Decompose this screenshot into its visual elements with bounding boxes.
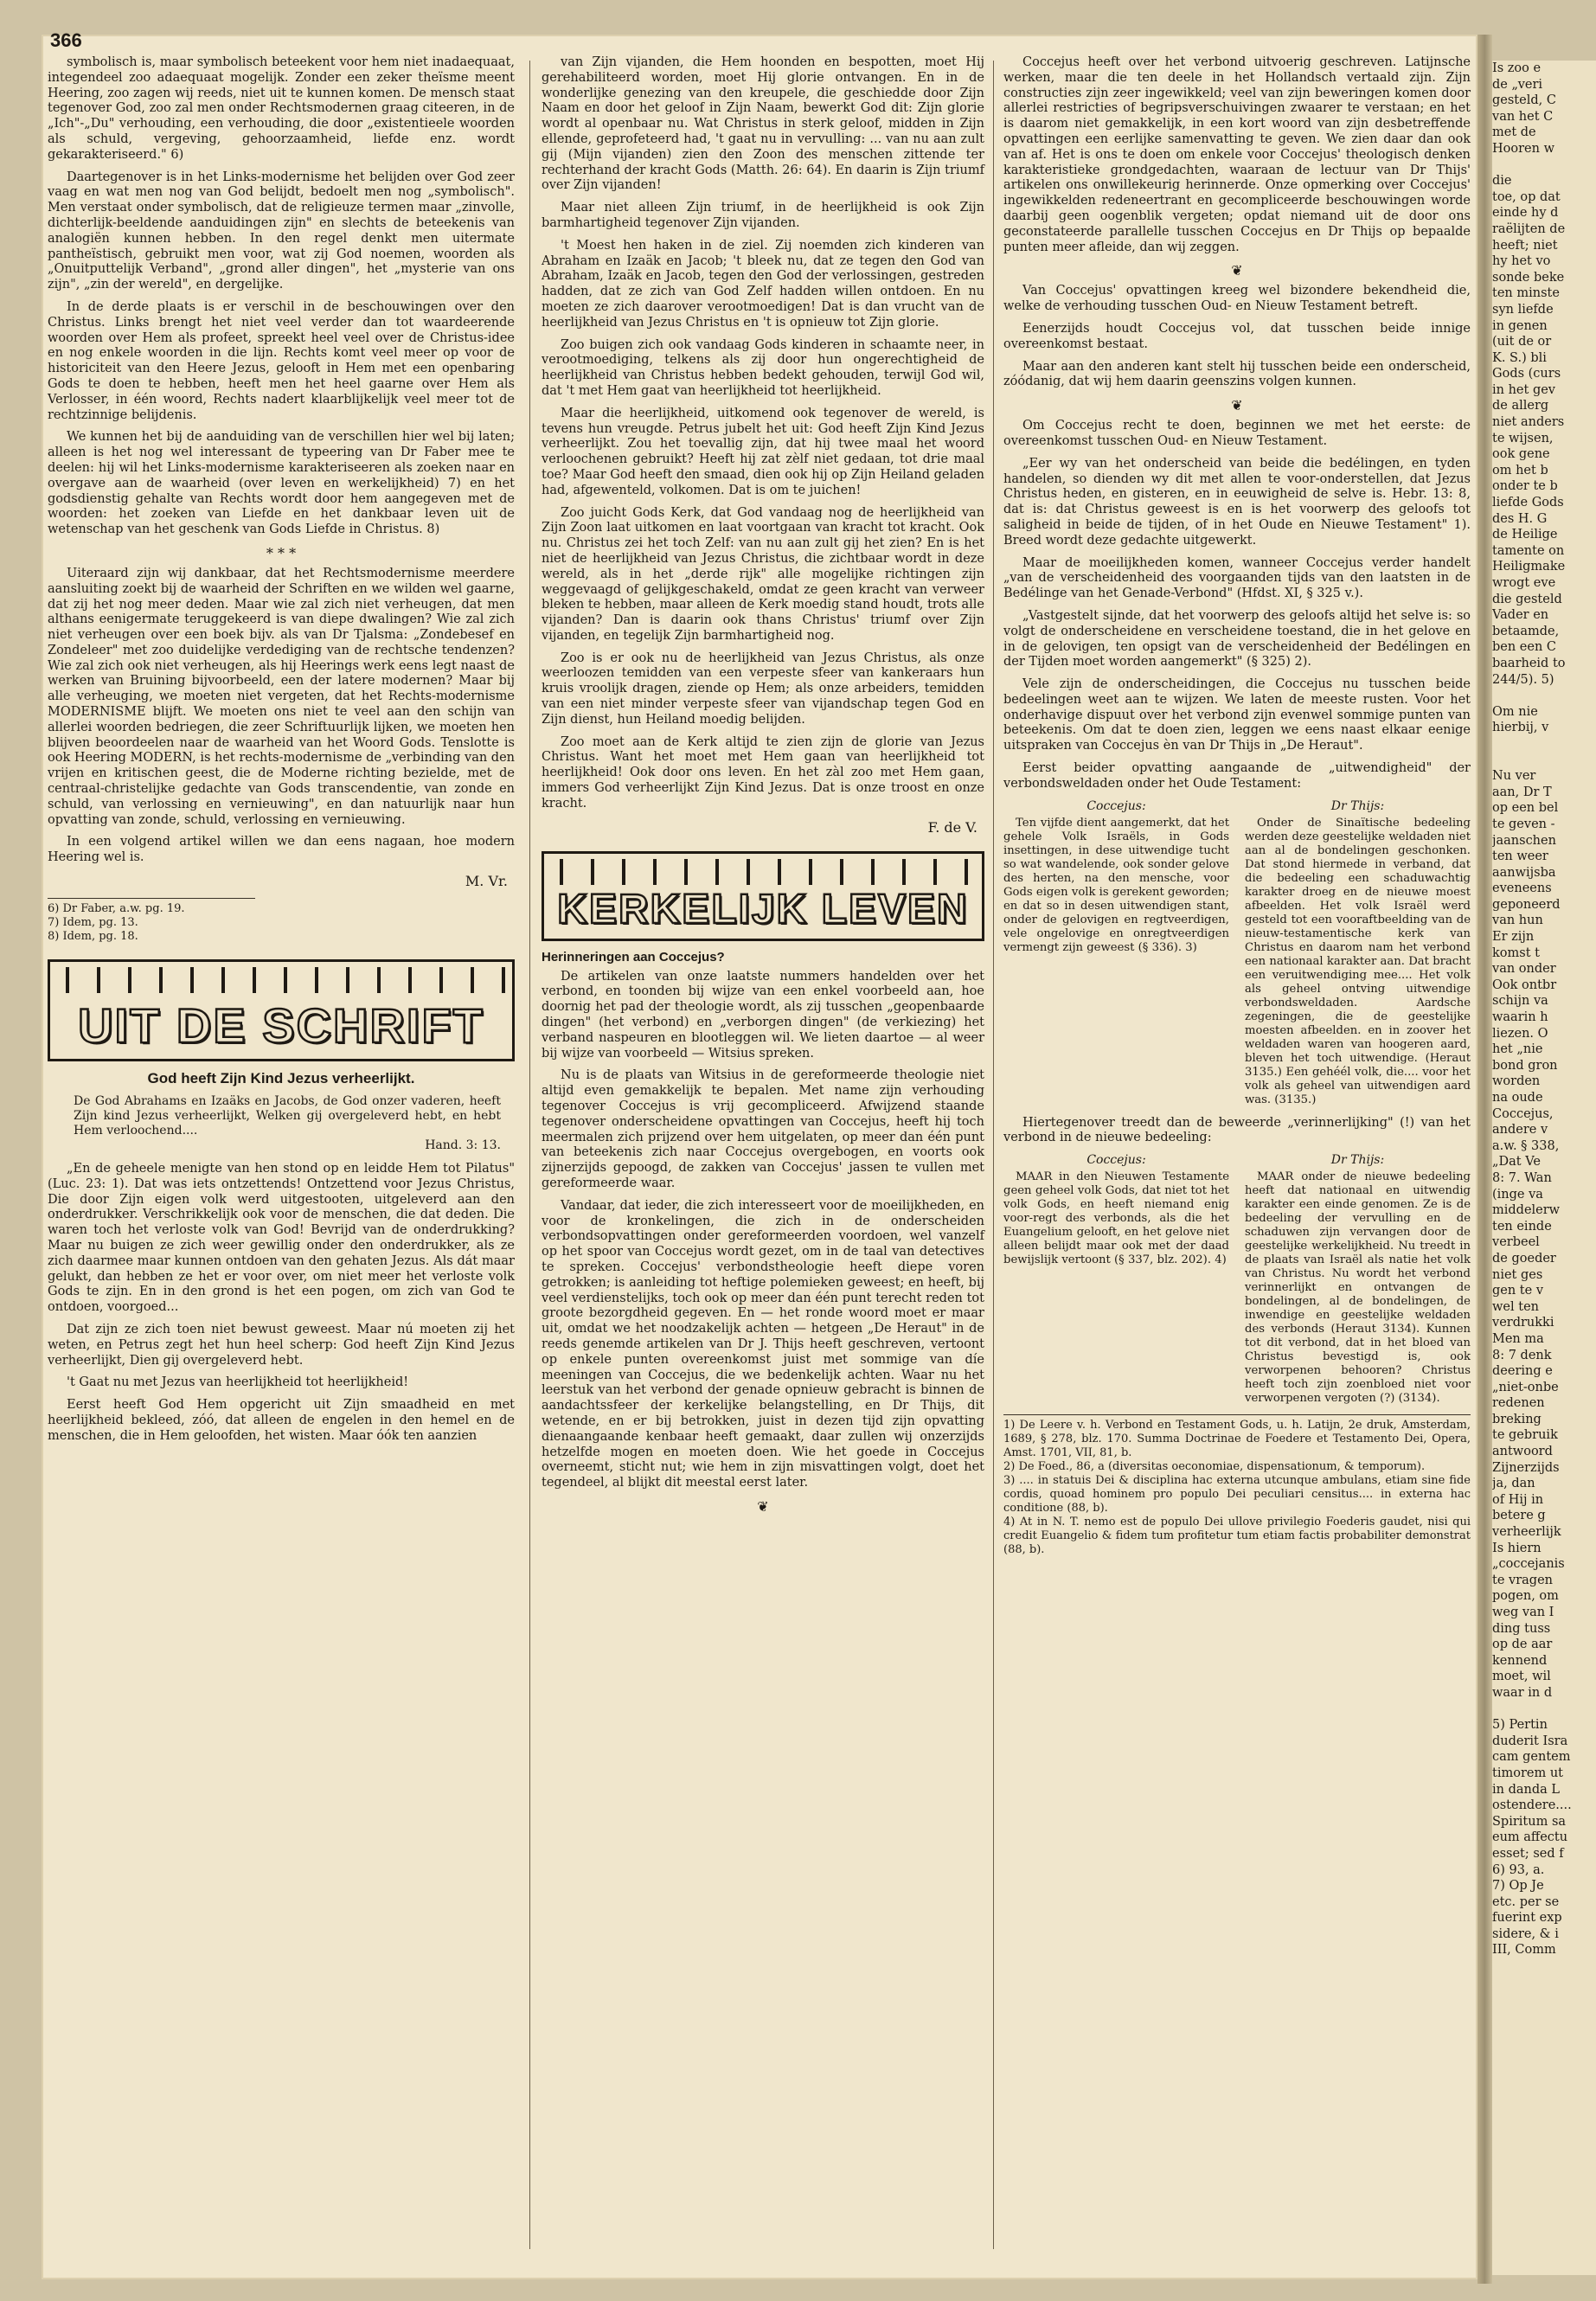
ornament: ❦ [1231, 262, 1243, 279]
facing-page-line: timorem ut [1492, 1766, 1563, 1780]
paragraph: „En de geheele menigte van hen stond op en leidde Hem tot Pilatus" (Luc. 23: 1). Dat was iets ontzettends! Ontzettend voor Jezus Christus, Die door Zijn eigen volk werd uitgestooten, uitgeleverd aan den onderdrukker. Verschrikkelijk ook voor de menschen, die dat deden. Die waren toch het verloste volk van God! Bevrijd van de onderdrukking? Maar nu buigen ze zich weer gewillig onder den onderdrukker, als ze zich daarmee maar kunnen ontdoen van den gehaten Jezus. Als dát maar gelukt, dan hebben ze het er voor over, om niet meer het verloste volk Gods te zijn. En in den grond is het een pogen, om zich van God te ontdoen, voorgoed... [48, 1162, 515, 1315]
facing-page-line: waarin h [1492, 1010, 1548, 1025]
facing-page-line: ten weer [1492, 849, 1548, 864]
facing-page-line: breking [1492, 1412, 1542, 1426]
facing-page-line: geponeerd [1492, 897, 1561, 912]
facing-page-line: ten einde [1492, 1219, 1552, 1234]
facing-page-line: des H. G [1492, 511, 1548, 526]
comparison-text: Onder de Sinaïtische bedeeling werden deze geestelijke weldaden niet aan al de bondelingen geschonken. Dat stond hiermede in verband, dat die bedeeling een schaduwachtig karakter droeg en de nieuwe moest afbeelden. Het volk Israël werd gesteld tot een vooraftbeelding van de nieuw-testamentische kerk van Christus en daarom nam het verbond een nationaal karakter aan. Dat bracht een veruitwendiging mee.... Het volk als geheel ontving uitwendige verbondsweldaden. Aardsche zegeningen, die de geestelijke moesten afbeelden. en in zoover het weldaden waren van hoogeren aard, bleven het toch uitwendige. (Heraut 3135.) Een gehéél volk, die.... voor het volk als geheel van uitwendigen aard was. (3135.) [1245, 816, 1471, 1106]
facing-page-line [1492, 736, 1596, 753]
facing-page-line: eum affectu [1492, 1830, 1568, 1845]
paragraph: Zoo juicht Gods Kerk, dat God vandaag nog de heerlijkheid van Zijn Zoon laat uitkomen en laat voortgaan van kracht tot kracht. Ook nu. Christus zei het toch Zelf: van nu aan zult gij het zien? En is het niet de heerlijkheid van Jezus Christus, die zichtbaar wordt in deze wereld, als in het „derde rijk" alle mogelijke richtingen zijn weggevaagd of gelijkgeschakeld, omdat ze geen kracht van verweer bleken te hebben, maar alleen de Kerk moedig stand houdt, trots alle vijanden? Dan is daarin ook thans Christus' triumf over Zijn vijanden, en tegelijk Zijn barmhartigheid nog. [542, 505, 984, 643]
paragraph: We kunnen het bij de aanduiding van de verschillen hier wel bij laten; alleen is het nog wel interessant de typeering van Dr Faber mee te deelen: hij wil het Links-modernisme karakteriseeren als zoeken naar en overgave aan de waarheid (over leven en werkelijkheid) 7) en het godsdienstig gehalte van Rechts wordt door hem aangegeven met de woorden: het zoeken van Liefde en het dankbaar leven uit de wetenschap van het geschenk van Gods Liefde in Christus. 8) [48, 430, 515, 537]
paragraph: Eerst beider opvatting aangaande de „uitwendigheid" der verbondsweldaden onder het Oude Testament: [1003, 761, 1471, 791]
comparison-right [1245, 799, 1471, 1107]
comparison-table-1 [1003, 799, 1471, 1107]
article-heading: God heeft Zijn Kind Jezus verheerlijkt. [147, 1070, 415, 1087]
facing-page-line: baarheid to [1492, 656, 1566, 670]
facing-page-line: pogen, om [1492, 1589, 1559, 1604]
page-fold [1477, 35, 1492, 2284]
facing-page-line: hierbij, v [1492, 721, 1549, 735]
facing-page-line: sidere, & i [1492, 1926, 1559, 1941]
facing-page-line: de „veri [1492, 77, 1543, 92]
facing-page-line: ding tuss [1492, 1621, 1551, 1636]
facing-page-line: Gods (curs [1492, 367, 1561, 381]
paragraph: Dat zijn ze zich toen niet bewust geweest. Maar nú moeten zij het weten, en Petrus zegt het hun heel scherp: God heeft Zijn Kind Jezus verheerlijkt, Dien gij overgeleverd hebt. [48, 1323, 515, 1368]
facing-page-line: de allerg [1492, 399, 1549, 413]
comparison-heading: Dr Thijs: [1330, 798, 1385, 813]
comparison-text: MAAR in den Nieuwen Testamente geen geheel volk Gods, dat niet tot het volk Gods, en heeft niemand enig voor-regt des verbonds, als die het Euangelium gelooft, en het gelove niet alleen belijdt maar ook met der daad bewijslijk vertoont (§ 337, blz. 202). 4) [1003, 1170, 1229, 1267]
facing-page-line: toe, op dat [1492, 189, 1561, 204]
facing-page-line: Coccejus, [1492, 1106, 1554, 1121]
footnote: 8) Idem, pg. 18. [48, 930, 138, 944]
facing-page-line: Ook ontbr [1492, 977, 1557, 992]
facing-page-line: 8: 7. Wan [1492, 1170, 1552, 1185]
facing-page-line: die [1492, 174, 1512, 189]
banner-title: UIT DE SCHRIFT [78, 998, 484, 1054]
footnotes [1003, 1414, 1471, 1557]
facing-page-line: sonde beke [1492, 270, 1565, 285]
footnote: 3) .... in statuis Dei & disciplina hac externa utcunque ambulans, etiam sine fide cordis, quoad hominem pro populo Dei peculiari censitus.... in externa hac conditione (88, b). [1003, 1474, 1471, 1516]
facing-page-line: heeft; niet [1492, 238, 1558, 253]
column-rule [993, 61, 994, 2249]
facing-page-edge [1492, 61, 1596, 2275]
paragraph: Zoo buigen zich ook vandaag Gods kinderen in schaamte neer, in verootmoediging, telkens als zij door hun ongerechtigheid de heerlijkheid van Christus hebben bedekt gehouden, terwijl God wil, dat 't met Hem gaat van heerlijkheid tot heerlijkheid. [542, 337, 984, 398]
paragraph: In een volgend artikel willen we dan eens nagaan, hoe modern Heering wel is. [48, 835, 515, 865]
end-ornament: ❦ [757, 1497, 769, 1515]
facing-page-line: verdrukki [1492, 1316, 1554, 1330]
facing-page-line: gesteld, C [1492, 93, 1556, 108]
facing-page-line: op een bel [1492, 801, 1559, 816]
facing-page-line: Hooren w [1492, 141, 1554, 156]
column-rule [529, 61, 530, 2249]
facing-page-line: niet ges [1492, 1267, 1543, 1282]
facing-page-line: 8: 7 denk [1492, 1348, 1552, 1362]
facing-page-line: onder te b [1492, 479, 1558, 494]
facing-page-line: de Heilige [1492, 528, 1558, 542]
paragraph: In de derde plaats is er verschil in de beschouwingen over den Christus. Links brengt het niet veel verder dan tot waardeerende woorden over Hem als profeet, spreekt heel veel over de Christus-idee en nog enkele woorden in die lijn. Rechts komt veel meer op voor de historiciteit van den Heere Jezus, gelooft in Hem met een openbaring Gods te doen te hebben, heeft men het heel gaarne over Hem als Verlosser, in één woord, Rechts nadert klaarblijkelijk veel meer tot de rechtzinnige belijdenis. [48, 299, 515, 422]
facing-page-line: raëlijten de [1492, 221, 1566, 236]
paragraph: Om Coccejus recht te doen, beginnen we met het eerste: de overeenkomst tusschen Oud- en Nieuw Testament. [1003, 419, 1471, 448]
facing-page-line: Is hiern [1492, 1541, 1542, 1555]
column-2 [542, 55, 984, 1520]
facing-page-line: Zijnerzijds [1492, 1460, 1560, 1475]
facing-page-line: bond gron [1492, 1058, 1558, 1073]
facing-page-line: Er zijn [1492, 930, 1535, 945]
facing-page-line: eveneens [1492, 881, 1552, 896]
facing-page-line [1492, 157, 1596, 174]
facing-page-line: 5) Pertin [1492, 1718, 1548, 1733]
author-signature: M. Vr. [465, 873, 508, 890]
facing-page-line: te gebruik [1492, 1428, 1558, 1443]
facing-page-line: 6) 93, a. [1492, 1862, 1545, 1877]
facing-page-line: (uit de or [1492, 335, 1552, 349]
facing-page-line: betere g [1492, 1509, 1546, 1523]
facing-page-line: ten minste [1492, 286, 1560, 301]
facing-page-line: redenen [1492, 1396, 1545, 1411]
facing-page-line: kennend [1492, 1653, 1548, 1668]
facing-page-line: middelerw [1492, 1203, 1561, 1218]
facing-page-line: hy het vo [1492, 254, 1551, 269]
paragraph: Vandaar, dat ieder, die zich interesseert voor de moeilijkheden, en voor de kronkelingen, die zich in de onderscheiden verbondsopvattingen onder gereformeerden voordoen, wel vanzelf op het spoor van Coccejus wordt gezet, om in de taal van detectives te spreken. Coccejus' verbondstheologie heeft diepe voren getrokken; is aanleiding tot heftige polemieken geweest; en heeft, bij veel verdienstelijks, toch ook op meer dan één punt terecht reden tot groote bezorgdheid gegeven. En — het ronde woord moet er maar uit, omdat we het noodzakelijk achten — hetgeen „De Heraut" in de reeds genemde artikelen van Dr J. Thijs heeft geschreven, vertoont op enkele punten overeenkomst juist met sommige van díe meeningen van Coccejus, die we bedenkelijk achten. Waar nu het leerstuk van het verbond der genade opnieuw gebracht is binnen de aandachtssfeer der kerkelijke belangstelling, en Dr Thijs, dit wetende, en er bij betrokken, juist in dezen tijd zijn opvatting dienaangaande kenbaar heeft gemaakt, daar zullen wij onzerzijds hetzelfde mogen en moeten doen. Wie het goede in Coccejus overneemt, sticht nut; wie hem in zijn misvattingen volgt, doet het tegendeel, al blijkt dit meestal eerst later. [542, 1198, 984, 1490]
facing-page-line: komst t [1492, 945, 1540, 960]
footnotes [48, 898, 255, 944]
banner-title: KERKELIJK LEVEN [557, 886, 969, 933]
facing-page-line: 7) Op Je [1492, 1879, 1544, 1894]
comparison-heading: Dr Thijs: [1330, 1153, 1385, 1168]
facing-page-line: op de aar [1492, 1638, 1553, 1652]
facing-page-line: duderit Isra [1492, 1734, 1568, 1748]
comparison-table-2 [1003, 1153, 1471, 1406]
paragraph: De artikelen van onze laatste nummers handelden over het verbond, en toonden bij wijze van een enkel voorbeeld aan, hoe doornig het pad der theologie wordt, als zij tusschen „geopenbaarde dingen" (het verbond) en „verborgen dingen" (de verkiezing) het verband naspeuren en blootleggen wil. We lieten daartoe — al weer bij wijze van voorbeeld — Witsius spreken. [542, 969, 984, 1061]
facing-page-line: te geven - [1492, 817, 1555, 831]
facing-page-line: worden [1492, 1074, 1541, 1089]
comparison-left [1003, 1153, 1229, 1406]
paragraph: Eenerzijds houdt Coccejus vol, dat tusschen beide innige overeenkomst bestaat. [1003, 321, 1471, 351]
scripture-quote [74, 1094, 501, 1153]
facing-page-line: „Dat Ve [1492, 1155, 1541, 1170]
facing-page-line: Vader en [1492, 608, 1549, 623]
paragraph: Van Coccejus' opvattingen kreeg wel bizondere bekendheid die, welke de verhouding tusschen Oud- en Nieuw Testament betreft. [1003, 284, 1471, 314]
ornament: ❦ [1231, 397, 1243, 414]
comparison-left [1003, 799, 1229, 1107]
facing-page-line: aan, Dr T [1492, 785, 1552, 799]
facing-page-line: deering e [1492, 1364, 1553, 1379]
facing-page-line: het „nie [1492, 1042, 1543, 1057]
facing-page-line: 244/5). 5) [1492, 672, 1554, 687]
star-separator: * * * [266, 544, 297, 561]
facing-page-line: na oude [1492, 1091, 1543, 1105]
facing-page-line: die gesteld [1492, 592, 1562, 606]
quote-reference: Hand. 3: 13. [425, 1138, 501, 1153]
paragraph: Vele zijn de onderscheidingen, die Coccejus nu tusschen beide bedeelingen weet aan te wijzen. We laten de meeste rusten. Voor het onderhavige dispuut over het verbond zijn evenwel sommige punten van beteekenis. Om dat te doen zien, leggen we eens naast elkaar eenige uitspraken van Coccejus èn van Dr Thijs in „De Heraut". [1003, 677, 1471, 753]
facing-page-line: met de [1492, 125, 1536, 140]
facing-page-line: niet anders [1492, 415, 1565, 430]
paragraph: Maar die heerlijkheid, uitkomend ook tegenover de wereld, is tevens hun vreugde. Petrus jubelt het uit: God heeft Zijn Kind Jezus verheerlijkt. Zou het toevallig zijn, dat hij twee maal het woord verloochenen gebruikt? Heeft hij zat zèlf niet gedaan, tot drie maal toe? Maar God heeft den smaad, dien ook hij op Zijn Heiland geladen had, afgewenteld, volkomen. Dat is om te juichen! [542, 406, 984, 497]
facing-page-line: wrogt eve [1492, 576, 1556, 590]
facing-page-line: van onder [1492, 962, 1556, 977]
facing-page-line: verbeel [1492, 1235, 1540, 1250]
paragraph: Nu is de plaats van Witsius in de gereformeerde theologie niet altijd even gemakkelijk te bepalen. Met name zijn verhouding tegenover Coccejus is vrij gecompliceerd. Afwijzend staande tegenover onderscheidene opvattingen van Coccejus, heeft hij toch meermalen zich prijzend over hem uitgelaten, op meer dan één punt van beteekenis zich naar Coccejus overgebogen, en voorts ook zijnerzijds gepoogd, de zakken van Coccejus' jassen te vullen met gereformeerde waar. [542, 1068, 984, 1191]
facing-page-line: ja, dan [1492, 1477, 1535, 1491]
footnote: 6) Dr Faber, a.w. pg. 19. [48, 902, 185, 916]
section-banner-kerkelijk-leven [542, 851, 984, 941]
facing-page-line: wel ten [1492, 1299, 1539, 1314]
footnote: 2) De Foed., 86, a (diversitas oeconomiae, dispensationum, & temporum). [1003, 1460, 1426, 1474]
facing-page-line: weg van I [1492, 1606, 1554, 1619]
author-signature: F. de V. [927, 818, 977, 836]
paragraph: Maar aan den anderen kant stelt hij tusschen beide een onderscheid, zóódanig, dat wij hem daarin geenszins volgen kunnen. [1003, 359, 1471, 389]
facing-page-line: einde hy d [1492, 206, 1559, 221]
facing-page-line: de goeder [1492, 1251, 1556, 1266]
facing-page-line: Om nie [1492, 704, 1538, 719]
article-heading: Herinneringen aan Coccejus? [542, 949, 725, 965]
paragraph: Uiteraard zijn wij dankbaar, dat het Rechtsmodernisme meerdere aansluiting zoekt bij de waarheid der Schriften en we wilden wel gaarne, dat zij het nog meer deden. Maar wie zal zich niet verheugen, dat men althans eenigermate teruggekeerd is van diepe dwalingen? Wie zal zich niet verheugen over een boek bijv. als van Dr Tjalsma: „Zondebesef en Zondeleer" met zoo duidelijke verdediging van de rechtsche tendenzen? Wie zal zich ook niet verheugen, als hij Heerings werk eens legt naast de werken van Bruining bijvoorbeeld, een der latere modernen? Maar bij alle verheuging, we moeten niet vergeten, dat het Rechts-modernisme MODERNISME blijft. We moeten ons niet te veel aan den schijn van allerlei woorden bedriegen, die zeer Schriftuurlijk lijken, we moeten hen blijven beoordeelen naar de waarheid van het Woord Gods. Tenslotte is ook Heering MODERN, is het rechts-modernisme de „verbinding van den vrijen en kritischen geest, die de Moderne richting bezielde, met de centraal-christelijke gedachte van Gods transcendentie, van zonde en schuld, van verlossing en vernieuwing", en dan natuurlijk naar hun opvatting van zonde, schuld, verlossing en vernieuwing. [48, 566, 515, 827]
paragraph: Maar niet alleen Zijn triumf, in de heerlijkheid is ook Zijn barmhartigheid tegenover Zijn vijanden. [542, 201, 984, 230]
comparison-heading: Coccejus: [1086, 1153, 1146, 1168]
footnote: 1) De Leere v. h. Verbond en Testament Gods, u. h. Latijn, 2e druk, Amsterdam, 1689, § 278, blz. 170. Summa Doctrinae de Foedere et Testamento Dei, Opera, Amst. 1701, VII, 81, b. [1003, 1419, 1471, 1460]
facing-page-line: in het gev [1492, 382, 1555, 397]
paragraph: „Vastgestelt sijnde, dat het voorwerp des geloofs altijd het selve is: so volgt de onderscheidene en verscheidene toestand, die in het gelove en in de gelovigen, ten opsigt van de verscheidenheid der Bedélingen en der Tijden moet worden aangemerkt" (§ 325) 2). [1003, 608, 1471, 670]
facing-page-line: ostendere.... [1492, 1798, 1572, 1813]
facing-page-line: moet, wil [1492, 1670, 1551, 1684]
facing-page-line: ook gene [1492, 447, 1550, 462]
facing-page-line: tamente on [1492, 543, 1565, 558]
paragraph: Daartegenover is in het Links-modernisme het belijden over God zeer vaag en wat men nog van God belijdt, bedoelt men nog „symbolisch". Men verstaat onder symbolisch, dat de religieuze termen maar „zinvolle, dichterlijk-beeldende aanduidingen zijn" en slechts de beteekenis van analogiën kunnen hebben. In den regel denkt men uitermate pantheïstisch, gebruikt men voor, wat zij God noemen, woorden als „Onuitputtelijk Verband", „grond aller dingen", het „mysterie van ons zijn", „zin der wereld", en dergelijke. [48, 170, 515, 292]
facing-page-line: verheerlijk [1492, 1525, 1561, 1540]
facing-page-line: Is zoo e [1492, 61, 1542, 75]
facing-page-line: III, Comm [1492, 1943, 1556, 1958]
facing-page-line: Heiligmake [1492, 560, 1566, 574]
paragraph: Coccejus heeft over het verbond uitvoerig geschreven. Latijnsche werken, maar die ten deele in het Hollandsch vertaald zijn. Zijn constructies zijn zeer ingewikkeld; veel van zijn beweringen komen door allerlei restricties of begripsverschuivingen zwaarer te verstaan; en het is daarom niet gemakkelijk, in een kort woord van zijn desbetreffende opvattingen een eerlijke samenvatting te geven. We zien daar dan ook van af. Het is ons te doen om enkele voor Coccejus' theologisch denken karakteristieke grondgedachten, waaraan de lectuur van Dr Thijs' artikelen ons onwillekeurig herinnerde. Onze opmerking over Coccejus' ingewikkelden redeneertrant en gecompliceerde beschouwingen worde daarbij geen oogenblik vergeten; opdat niemand uit de door ons geconstateerde parallelle tusschen Coccejus en Dr Thijs op bepaalde punten meer afleide, dan wij zeggen. [1003, 55, 1471, 254]
facing-page-line: K. S.) bli [1492, 350, 1547, 365]
paragraph: 't Gaat nu met Jezus van heerlijkheid tot heerlijkheid! [67, 1375, 409, 1390]
facing-page-line: andere v [1492, 1123, 1548, 1138]
quote-text: De God Abrahams en Izaäks en Jacobs, de God onzer vaderen, heeft Zijn kind Jezus verheerlijkt, Welken gij overgeleverd hebt, en hebt Hem verloochend.... [74, 1094, 501, 1138]
facing-page-line: esset; sed f [1492, 1846, 1564, 1861]
paragraph: Zoo moet aan de Kerk altijd te zien zijn de glorie van Jezus Christus. Want het moet met Hem gaan van heerlijkheid tot heerlijkheid! Ook door ons leven. En het zàl zoo met Hem gaan, immers God verheerlijkt Zijn Kind Jezus. Dat is onze troost en onze kracht. [542, 734, 984, 811]
facing-page-line: betaamde, [1492, 624, 1560, 638]
facing-page-line [1492, 1702, 1596, 1718]
facing-page-line: (inge va [1492, 1187, 1543, 1202]
paragraph: Eerst heeft God Hem opgericht uit Zijn smaadheid en met heerlijkheid bekleed, zóó, dat alleen de engelen in den hemel en de menschen, die in Hem geloofden, het wisten. Maar óók ten aanzien [48, 1398, 515, 1443]
comparison-heading: Coccejus: [1086, 798, 1146, 813]
facing-page-line [1492, 688, 1596, 704]
facing-page-line: te wijsen, [1492, 431, 1554, 445]
facing-page-line: etc. per se [1492, 1894, 1560, 1909]
facing-page-line: antwoord [1492, 1445, 1553, 1459]
section-banner-uit-de-schrift [48, 959, 515, 1061]
footnote: 7) Idem, pg. 13. [48, 916, 138, 930]
page-number: 366 [50, 29, 82, 51]
paragraph: Maar de moeilijkheden komen, wanneer Coccejus verder handelt „van de verscheidenheid des voorgaanden tijds van den laatsten in de Bedélinge van het Genade-Verbond" (Hfdst. XI, § 325 v.). [1003, 555, 1471, 601]
facing-page-line: jaanschen [1492, 833, 1556, 848]
facing-page-line: van hun [1492, 913, 1543, 928]
footnote: 4) At in N. T. nemo est de populo Dei ullove privilegio Foederis gaudet, nisi qui credit Euangelio & fidem tum profitetur tum etiam factis probabiliter demonstrat (88, b). [1003, 1516, 1471, 1557]
facing-page-line: Nu ver [1492, 769, 1536, 784]
facing-page-line [1492, 753, 1596, 769]
column-1 [48, 55, 515, 1452]
facing-page-line: waar in d [1492, 1685, 1553, 1700]
paragraph: Zoo is er ook nu de heerlijkheid van Jezus Christus, als onze weerloozen temidden van een verpeste sfeer van kankeraars hun kruis vroolijk dragen, ziende op Hem; als onze arbeiders, temidden van een niet minder verpeste sfeer van vijandschap tegen God en Zijn dienst, hun Heiland moedig belijden. [542, 651, 984, 727]
comparison-text: MAAR onder de nieuwe bedeeling heeft dat nationaal en uitwendig karakter een einde genomen. Ze is de bedeeling der vervulling en de schaduwen zijn vervangen door de geestelijke werkelijkheid. Nu treedt in de plaats van Israël als natie het volk van Christus. Nu wordt het verbond verinnerlijkt en ontvangen de bondelingen, al de bondelingen, de inwendige en geestelijke weldaden des verbonds (Heraut 3134). Kunnen tot dit verbond, dat in het bloed van Christus bevestigd is, ook verworpenen behooren? Christus heeft toch zijn zoenbloed niet voor verworpenen vergoten (?) (3134). [1245, 1170, 1471, 1406]
facing-page-line: cam gentem [1492, 1750, 1571, 1765]
facing-page-line: fuerint exp [1492, 1911, 1562, 1926]
comparison-right [1245, 1153, 1471, 1406]
facing-page-line: van het C [1492, 109, 1554, 124]
paragraph: 't Moest hen haken in de ziel. Zij noemden zich kinderen van Abraham en Izaäk en Jacob; 't bleek nu, dat ze tegen den God van Abraham, Izaäk en Jacob, tegen den God der verlossingen, gestreden hadden, dat ze zich van God Zelf hadden willen ontdoen. En nu moeten ze zich daarover verootmoedigen! Dat is dan vrucht van de heerlijkheid van Jezus Christus en 't is opnieuw tot Zijn glorie. [542, 238, 984, 330]
facing-page-line: gen te v [1492, 1284, 1544, 1298]
facing-page-line: in danda L [1492, 1782, 1561, 1797]
facing-page-line: Spiritum sa [1492, 1814, 1567, 1829]
facing-page-line: ben een C [1492, 640, 1557, 655]
facing-page-line: in genen [1492, 318, 1548, 333]
facing-page-line: te vragen [1492, 1573, 1553, 1587]
facing-page-line: of Hij in [1492, 1492, 1544, 1507]
facing-page-line: om het b [1492, 463, 1548, 478]
paragraph: Hiertegenover treedt dan de beweerde „verinnerlijking" (!) van het verbond in de nieuwe bedeeling: [1003, 1115, 1471, 1145]
paragraph: „Eer wy van het onderscheid van beide die bedélingen, en tyden handelen, so dienden wy dit met allen te voor-onderstellen, dat Jezus Christus heden, en gisteren, en in eeuwigheid de selve is. Hebr. 13: 8, dat is: dat Christus geweest is en is het voorwerp des geloofs tot saligheid in beide de tijden, of in het Oude en Nieuwe Testament" 1). Breed wordt deze gedachte uitgewerkt. [1003, 456, 1471, 548]
facing-page-line: syn liefde [1492, 302, 1554, 317]
facing-page-line: Men ma [1492, 1331, 1544, 1346]
facing-page-line: schijn va [1492, 994, 1548, 1009]
paragraph: symbolisch is, maar symbolisch beteekent voor hem niet inadaequaat, integendeel zoo adaequaat mogelijk. Zonder een zeker theïsme meent Heering, zoo zagen wij reeds, niet uit te kunnen komen. De mensch staat tegenover God, zoo zal men onder Rechtsmodernen graag citeeren, in de „Ich"-„Du" verhouding, een verhouding, die door „existentieele woorden als schuld, vergeving, gehoorzaamheid, liefde enz. wordt gekarakteriseerd." 6) [48, 55, 515, 162]
facing-page-line: „coccejanis [1492, 1557, 1565, 1572]
facing-page-line: a.w. § 338, [1492, 1138, 1560, 1153]
facing-page-line: aanwijsba [1492, 865, 1556, 880]
facing-page-line: liezen. O [1492, 1026, 1548, 1041]
column-3 [1003, 55, 1471, 1557]
facing-page-line: „niet-onbe [1492, 1380, 1559, 1394]
comparison-text: Ten vijfde dient aangemerkt, dat het gehele Volk Israëls, in Gods insettingen, in dese uitwendige tucht so wat wandelende, ook sonder gelove des herten, na den mensche, voor Gods eigen volk is gerekent geworden; en dat so in desen uitwendigen stant, onder de gelovigen en regtveerdigen, vele ongelovige en onregtveerdigen vermengt zijn geweest (§ 336). 3) [1003, 816, 1229, 954]
paragraph: van Zijn vijanden, die Hem hoonden en bespotten, moet Hij gerehabiliteerd worden, moet Hij glorie ontvangen. En in de wonderlijke genezing van den kreupele, die geschiedde door Zijn Naam en door het geloof in Zijn Naam, bewerkt God dit: Zijn glorie wordt al openbaar nu. Wat Christus in sterk geloof, midden in Zijn ellende, geprofeteerd had, 't gaat nu in vervulling: ... van nu aan zult gij (Mijn vijanden) zien den Zoon des menschen zittende ter rechterhand der kracht Gods (Matth. 26: 64). En daarin is Zijn triumf over Zijn vijanden! [542, 55, 984, 193]
facing-page-line: liefde Gods [1492, 496, 1564, 510]
